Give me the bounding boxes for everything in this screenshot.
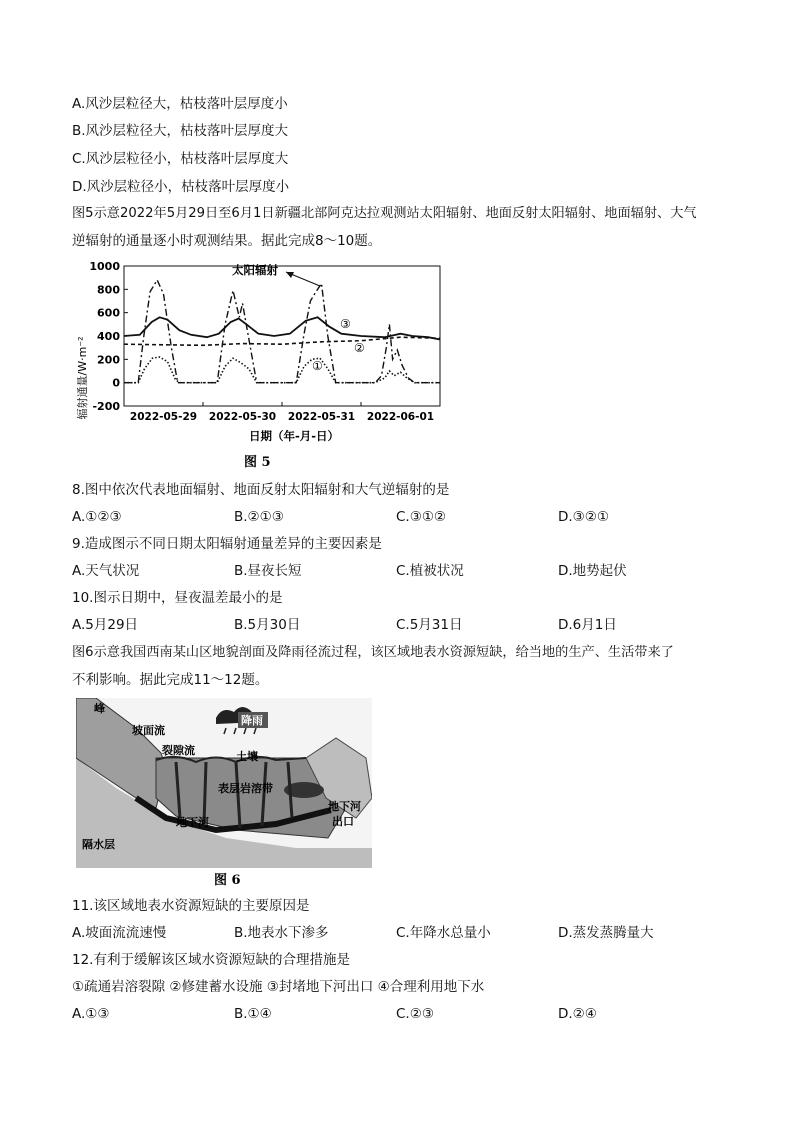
- series-label-3: ③: [340, 317, 351, 331]
- q8-stem: 8.图中依次代表地面辐射、地面反射太阳辐射和大气逆辐射的是: [72, 482, 450, 498]
- underground-river-label: 地下河: [176, 816, 209, 829]
- y-tick-label: 200: [97, 353, 120, 367]
- y-tick-label: -200: [92, 400, 120, 413]
- y-tick-label: 1000: [89, 260, 120, 273]
- figure-5-chart: [72, 258, 442, 473]
- q12-option-d: D.②④: [558, 1006, 597, 1022]
- figure-5-caption: 图 5: [244, 455, 271, 470]
- q10-option-b: B.5月30日: [234, 617, 301, 633]
- chart-ticks: [89, 260, 434, 423]
- q8-option-d: D.③②①: [558, 509, 609, 525]
- fissure-flow-label: 裂隙流: [162, 744, 195, 757]
- q11-option-b: B.地表水下渗多: [234, 925, 329, 941]
- intro5-line2: 逆辐射的通量逐小时观测结果。据此完成8～10题。: [72, 233, 382, 249]
- aquiclude-label: 隔水层: [82, 838, 115, 851]
- chart-series: [124, 280, 440, 383]
- intro6-line1: 图6示意我国西南某山区地貌剖面及降雨径流过程，该区域地表水资源短缺，给当地的生产、生活带来了: [72, 645, 674, 660]
- x-tick-label: 2022-06-01: [366, 411, 435, 423]
- q7-option-d: D.风沙层粒径小，枯枝落叶层厚度小: [72, 179, 290, 195]
- q10-stem: 10.图示日期中，昼夜温差最小的是: [72, 590, 283, 606]
- y-tick-label: 800: [97, 283, 120, 297]
- soil-label: 土壤: [236, 750, 258, 763]
- x-axis-label: 日期（年-月-日）: [248, 429, 340, 443]
- q11-option-a: A.坡面流流速慢: [72, 925, 167, 941]
- figure-6-caption: 图 6: [214, 873, 241, 888]
- y-axis-label: 辐射通量/W·m⁻²: [76, 336, 89, 420]
- intro6-line2: 不利影响。据此完成11～12题。: [72, 672, 269, 688]
- q9-option-b: B.昼夜长短: [234, 563, 302, 579]
- intro5-line1: 图5示意2022年5月29日至6月1日新疆北部阿克达拉观测站太阳辐射、地面反射太阳辐射、地面辐射、大气: [72, 206, 697, 221]
- y-tick-label: 600: [97, 306, 120, 320]
- q12-stem: 12.有利于缓解该区域水资源短缺的合理措施是: [72, 952, 350, 968]
- outlet-label-line2: 出口: [332, 815, 354, 828]
- figure-6-diagram: [76, 698, 372, 890]
- y-tick-label: 400: [97, 330, 120, 343]
- outlet-label-line1: 地下河: [328, 800, 361, 813]
- q8-option-c: C.③①②: [396, 509, 447, 525]
- q11-option-c: C.年降水总量小: [396, 925, 491, 941]
- q11-option-d: D.蒸发蒸腾量大: [558, 925, 654, 941]
- solar-radiation-label: 太阳辐射: [232, 263, 278, 277]
- y-tick-label: 0: [112, 376, 120, 390]
- series-line-4: [124, 317, 440, 339]
- slope-flow-label: 坡面流: [132, 724, 165, 737]
- q12-measures: ①疏通岩溶裂隙 ②修建蓄水设施 ③封堵地下河出口 ④合理利用地下水: [72, 979, 485, 995]
- series-line-1: [124, 280, 440, 383]
- q7-option-c: C.风沙层粒径小，枯枝落叶层厚度大: [72, 151, 289, 167]
- q12-option-c: C.②③: [396, 1006, 434, 1022]
- peak-label: 峰: [94, 702, 105, 715]
- q10-option-c: C.5月31日: [396, 617, 463, 633]
- q10-option-a: A.5月29日: [72, 617, 139, 633]
- rain-label: 降雨: [241, 714, 263, 727]
- q10-option-d: D.6月1日: [558, 617, 617, 633]
- x-tick-label: 2022-05-29: [129, 411, 198, 423]
- q7-option-b: B.风沙层粒径大，枯枝落叶层厚度大: [72, 123, 289, 139]
- q7-option-a: A.风沙层粒径大，枯枝落叶层厚度小: [72, 96, 288, 112]
- series-line-2: [124, 357, 440, 383]
- q12-option-a: A.①③: [72, 1006, 110, 1022]
- series-label-2: ②: [354, 341, 365, 355]
- karst-zone-label: 表层岩溶带: [218, 782, 273, 795]
- x-tick-label: 2022-05-31: [287, 411, 356, 423]
- q9-option-a: A.天气状况: [72, 563, 140, 579]
- q11-stem: 11.该区域地表水资源短缺的主要原因是: [72, 898, 310, 914]
- q8-option-b: B.②①③: [234, 509, 284, 525]
- series-label-1: ①: [312, 359, 323, 373]
- q9-option-c: C.植被状况: [396, 563, 464, 579]
- q9-option-d: D.地势起伏: [558, 563, 627, 579]
- q9-stem: 9.造成图示不同日期太阳辐射通量差异的主要因素是: [72, 536, 382, 552]
- x-tick-label: 2022-05-30: [208, 411, 277, 423]
- q8-option-a: A.①②③: [72, 509, 122, 525]
- q12-option-b: B.①④: [234, 1006, 272, 1022]
